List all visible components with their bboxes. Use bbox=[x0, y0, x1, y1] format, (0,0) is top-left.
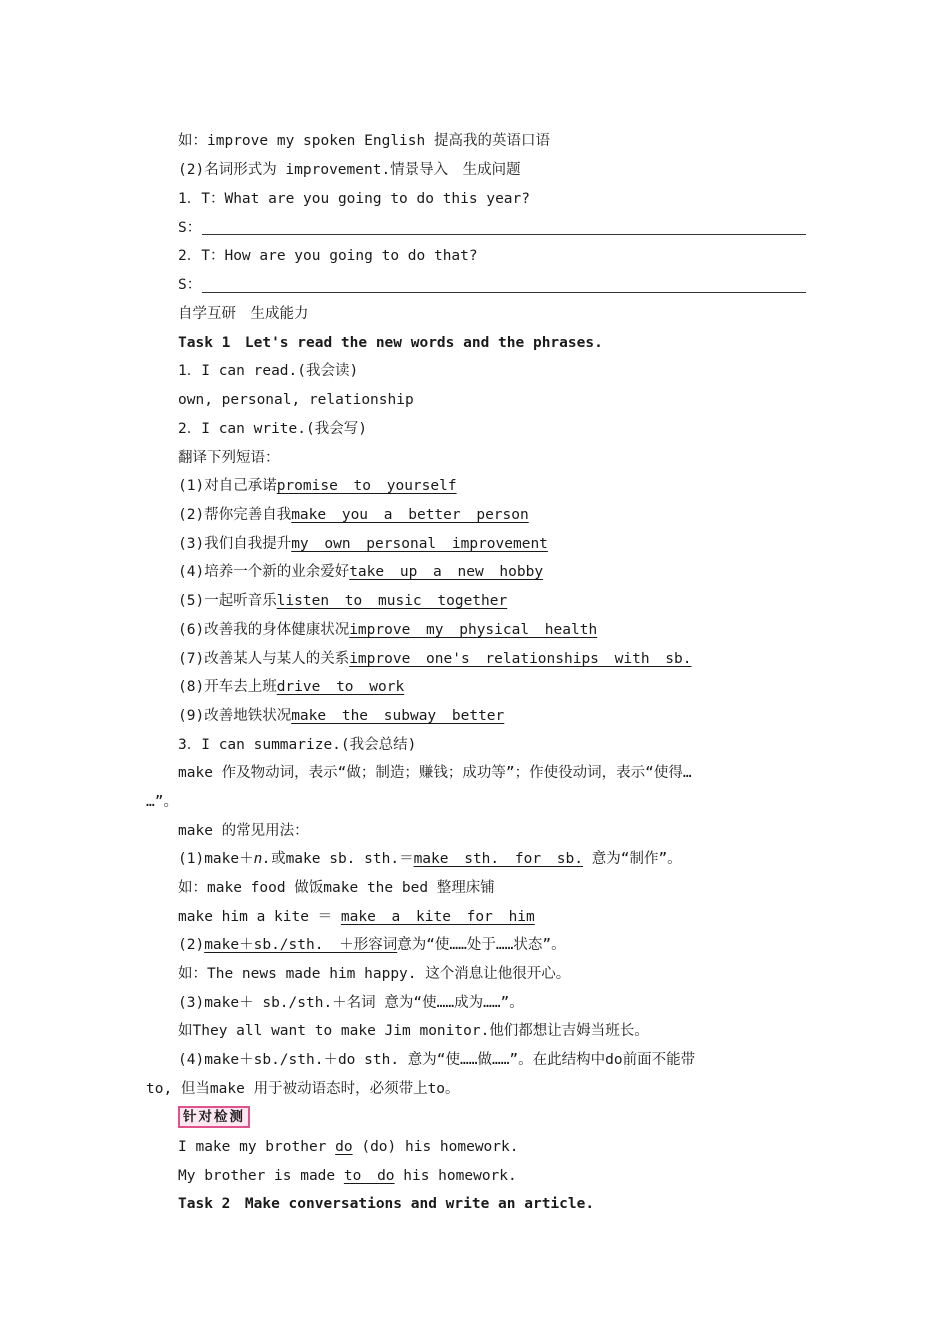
usage-2: (2)make＋sb./sth. ＋形容词意为“使……处于……状态”。 bbox=[178, 937, 566, 953]
example-line: 如：make food 做饭make the bed 整理床铺 bbox=[178, 880, 495, 896]
phrase-item: (2)帮你完善自我make you a better person bbox=[178, 507, 529, 523]
phrase-answer: my own personal improvement bbox=[291, 536, 548, 552]
text-line: 1．I can read.(我会读) bbox=[178, 363, 359, 379]
usage-answer: make sth. for sb. bbox=[413, 851, 583, 867]
phrase-item: (9)改善地铁状况make the subway better bbox=[178, 708, 505, 724]
phrase-answer: drive to work bbox=[276, 679, 405, 695]
check-badge-line bbox=[178, 1106, 250, 1128]
example-line: 如：The news made him happy. 这个消息让他很开心。 bbox=[178, 966, 571, 982]
text-line: 翻译下列短语： bbox=[178, 450, 280, 466]
usage-1: (1)make＋n.或make sb. sth.＝make sth. for sb. 意为“制作”。 bbox=[178, 851, 682, 867]
answer-blank-1[interactable] bbox=[202, 233, 806, 235]
example-line: make him a kite ＝ make a kite for him bbox=[178, 909, 535, 925]
text-line: to, 但当make 用于被动语态时，必须带上to。 bbox=[146, 1081, 460, 1097]
check-answer: to do bbox=[343, 1168, 395, 1184]
text-line: own, personal, relationship bbox=[178, 392, 414, 408]
phrase-answer: improve my physical health bbox=[349, 622, 598, 638]
check-badge: 针对检测 bbox=[178, 1106, 250, 1128]
check-sentence-1: I make my brother do (do) his homework. bbox=[178, 1139, 519, 1155]
section-heading: 自学互研 生成能力 bbox=[178, 306, 309, 322]
text-line: …”。 bbox=[146, 794, 178, 810]
task-2-heading: Task 2 Make conversations and write an article. bbox=[178, 1196, 595, 1212]
phrase-item: (8)开车去上班drive to work bbox=[178, 679, 405, 695]
phrase-item: (7)改善某人与某人的关系improve one's relationships with sb. bbox=[178, 651, 692, 667]
check-sentence-2: My brother is made to do his homework. bbox=[178, 1168, 517, 1184]
answer-label: S： bbox=[178, 220, 202, 236]
check-answer: do bbox=[335, 1139, 353, 1155]
phrase-item: (6)改善我的身体健康状况improve my physical health bbox=[178, 622, 598, 638]
usage-answer: make a kite for him bbox=[340, 909, 535, 925]
answer-blank-2[interactable] bbox=[202, 291, 806, 293]
phrase-answer: make you a better person bbox=[291, 507, 529, 523]
text-line: make 作及物动词，表示“做；制造；赚钱；成功等”；作使役动词，表示“使得… bbox=[178, 765, 692, 781]
usage-3: (3)make＋ sb./sth.＋名词 意为“使……成为……”。 bbox=[178, 995, 524, 1011]
phrase-item: (3)我们自我提升my own personal improvement bbox=[178, 536, 548, 552]
phrase-answer: promise to yourself bbox=[276, 478, 457, 494]
question-1: 1．T：What are you going to do this year? bbox=[178, 191, 531, 207]
answer-label: S： bbox=[178, 277, 202, 293]
question-2: 2．T：How are you going to do that? bbox=[178, 248, 478, 264]
phrase-answer: listen to music together bbox=[276, 593, 508, 609]
text-line: (2)名词形式为 improvement.情景导入 生成问题 bbox=[178, 162, 521, 178]
text-line: 如：improve my spoken English 提高我的英语口语 bbox=[178, 133, 550, 149]
phrase-item: (1)对自己承诺promise to yourself bbox=[178, 478, 457, 494]
task-1-heading: Task 1 Let's read the new words and the phrases. bbox=[178, 335, 603, 351]
usage-answer: make＋sb./sth. ＋形容词 bbox=[204, 937, 398, 953]
usage-4: (4)make＋sb./sth.＋do sth. 意为“使……做……”。在此结构中do前面不能带 bbox=[178, 1052, 696, 1068]
phrase-item: (4)培养一个新的业余爱好take up a new hobby bbox=[178, 564, 544, 580]
phrase-answer: take up a new hobby bbox=[349, 564, 544, 580]
example-line: 如They all want to make Jim monitor.他们都想让吉姆当班长。 bbox=[178, 1023, 649, 1039]
text-line: 2．I can write.(我会写) bbox=[178, 421, 367, 437]
phrase-item: (5)一起听音乐listen to music together bbox=[178, 593, 508, 609]
summary-heading: 3．I can summarize.(我会总结) bbox=[178, 737, 417, 753]
phrase-answer: make the subway better bbox=[291, 708, 505, 724]
text-line: make 的常见用法： bbox=[178, 823, 309, 839]
phrase-answer: improve one's relationships with sb. bbox=[349, 651, 692, 667]
